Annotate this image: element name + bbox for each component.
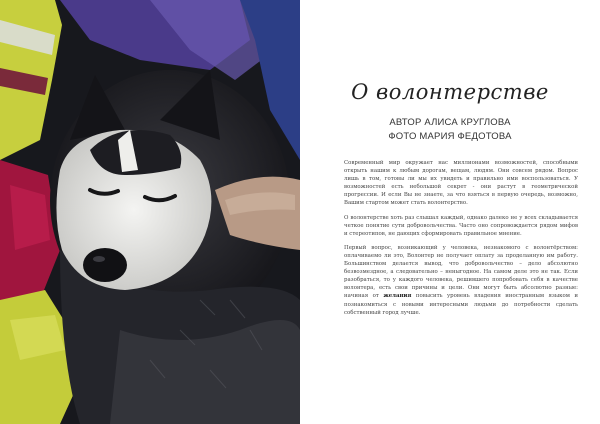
paragraph-3: Первый вопрос, возникающий у человека, незнакомого с волонтёрством: оплачиваемо ли это, Волонтер не получает оплату за проделанную им работу. Большинством делается вывод, что добровольчество – дело абсолютно безвозмездное, а следовательно – неныгодное. На самом деле это не так. Если разобраться, то у каждого человека, решившего попробовать себя в качестве волонтера, есть свои причины и цели. Они могут быть абсолютно разные: начиная от желания повысить уровень владения иностранным языком и познакомиться с новыми интересными людьми до потребности сделать собственный город лучше. — [344, 244, 578, 316]
paragraph-1: Современный мир окружает нас миллионами возможностей, способными открыть нашим к любым дорогам, вещам, людям. Они совсем рядом. Вопрос лишь в том, готовы ли мы их увидеть и правильно ими воспользоваться. У возможностей есть небольшой секрет - они растут в геометрической прогрессии. И если Вы не знаете, за что взяться в первую очередь, возможно, Вашим стартом может стать волонтерство. — [344, 160, 578, 207]
author-credit: АВТОР АЛИСА КРУГЛОВА — [389, 117, 511, 128]
photo-credit: ФОТО МАРИЯ ФЕДОТОВА — [388, 131, 512, 142]
paragraph-2: О волонтерстве хоть раз слышал каждый, однако далеко не у всех складывается четкое понятие сути добровольчества. Часто оно сопровождается рядом мифов и стереотипов, не дающих сформировать правильное мнение. — [344, 214, 578, 237]
bold-word: желания — [383, 293, 412, 300]
article-body — [344, 159, 578, 323]
article-page — [300, 0, 600, 424]
article-title: О волонтерстве — [351, 80, 549, 104]
